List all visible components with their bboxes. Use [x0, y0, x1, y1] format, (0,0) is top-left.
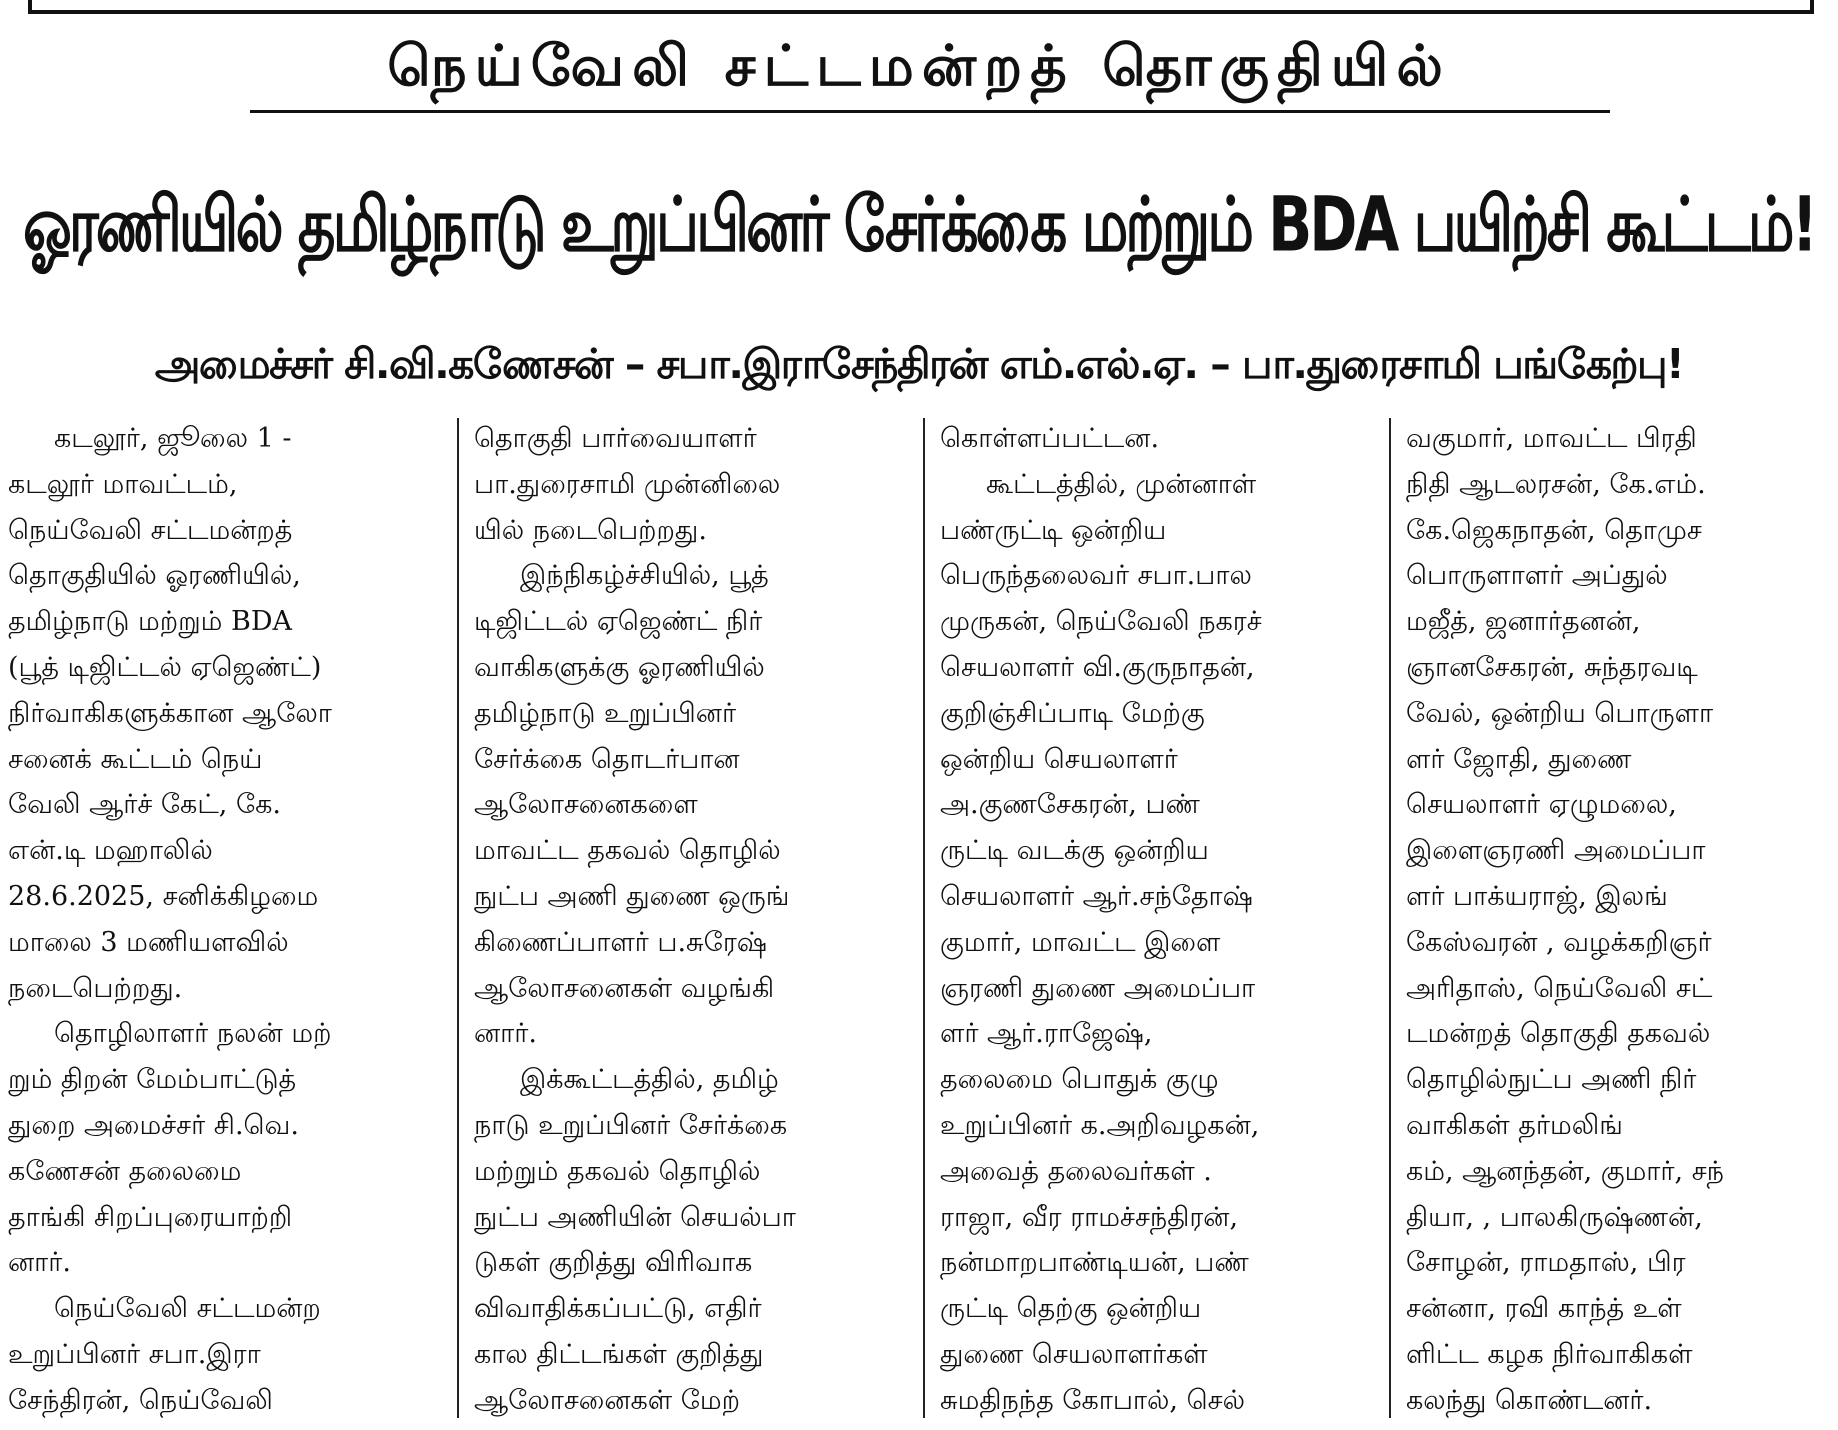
article-line: வகுமார், மாவட்ட பிரதி [1406, 423, 1697, 454]
article-line: ஞரணி துணை அமைப்பா [940, 972, 1256, 1004]
article-line: நிர்வாகிகளுக்கான ஆலோ [8, 697, 332, 729]
top-border-frame [28, 0, 1814, 14]
article-line: கணேசன் தலைமை [8, 1155, 242, 1187]
article-line: றும் திறன் மேம்பாட்டுத் [8, 1064, 297, 1096]
article-line: விவாதிக்கப்பட்டு, எதிர் [474, 1293, 762, 1325]
article-line: முருகன், நெய்வேலி நகரச் [940, 606, 1262, 638]
article-line: ருட்டி தெற்கு ஒன்றிய [940, 1293, 1202, 1325]
article-line: சேர்க்கை தொடர்பான [474, 743, 740, 775]
article-line: பா.துரைசாமி முன்னிலை [474, 468, 781, 500]
article-line: ளர் ஜோதி, துணை [1406, 743, 1632, 775]
article-line: மாலை 3 மணியளவில் [8, 926, 289, 958]
column-divider [923, 418, 925, 1418]
article-line: நன்மாறபாண்டியன், பண் [940, 1247, 1249, 1279]
article-line: தமிழ்நாடு மற்றும் BDA [8, 606, 292, 638]
article-line: தொகுதி பார்வையாளர் [474, 423, 757, 454]
article-line: கே.ஜெகநாதன், தொமுச [1406, 514, 1702, 546]
article-line: டிஜிட்டல் ஏஜெண்ட் நிர் [474, 606, 763, 638]
article-line: ஆலோசனைகள் மேற் [474, 1384, 741, 1416]
article-line: ஞானசேகரன், சுந்தரவடி [1406, 651, 1698, 683]
article-line: யில் நடைபெற்றது. [474, 514, 707, 546]
article-line: கடலூர், ஜூலை 1 - [54, 423, 292, 454]
column-divider [457, 418, 459, 1418]
article-line: கூட்டத்தில், முன்னாள் [986, 468, 1257, 500]
article-line: அ.குணசேகரன், பண் [940, 789, 1200, 821]
article-line: நடைபெற்றது. [8, 972, 183, 1004]
article-line: கடலூர் மாவட்டம், [8, 468, 238, 500]
article-line: என்.டி மஹாலில் [8, 835, 213, 867]
kicker-underline [250, 110, 1610, 113]
article-line: மஜீத், ஜனார்தனன், [1406, 606, 1641, 638]
article-line: கால திட்டங்கள் குறித்து [474, 1338, 764, 1370]
article-line: னார். [474, 1018, 537, 1050]
article-line: தமிழ்நாடு உறுப்பினர் [474, 697, 737, 729]
article-line: மாவட்ட தகவல் தொழில் [474, 835, 781, 867]
article-line: சேந்திரன், நெய்வேலி [8, 1384, 273, 1416]
article-line: தொழில்நுட்ப அணி நிர் [1406, 1064, 1697, 1096]
article-line: டமன்றத் தொகுதி தகவல் [1406, 1018, 1711, 1050]
article-line: தலைமை பொதுக் குழு [940, 1064, 1219, 1096]
article-line: கேஸ்வரன் , வழக்கறிஞர் [1406, 926, 1712, 958]
article-line: வாகிகள் தர்மலிங் [1406, 1109, 1623, 1141]
article-line: ருட்டி வடக்கு ஒன்றிய [940, 835, 1209, 867]
kicker-heading: நெய்வேலி சட்டமன்றத் தொகுதியில் [387, 34, 1451, 99]
article-line: இக்கூட்டத்தில், தமிழ் [520, 1064, 779, 1096]
article-line: உறுப்பினர் க.அறிவழகன், [940, 1109, 1260, 1141]
article-line: வேல், ஒன்றிய பொருளா [1406, 697, 1714, 729]
article-line: 28.6.2025, சனிக்கிழமை [8, 880, 319, 912]
article-line: நாடு உறுப்பினர் சேர்க்கை [474, 1109, 788, 1141]
article-line: பொருளாளர் அப்துல் [1406, 560, 1668, 592]
article-line: குமார், மாவட்ட இளை [940, 926, 1221, 958]
article-line: ளிட்ட கழக நிர்வாகிகள் [1406, 1338, 1693, 1370]
article-line: ளர் பாக்யராஜ், இலங் [1406, 880, 1668, 912]
article-line: தியா, , பாலகிருஷ்ணன், [1406, 1201, 1703, 1233]
article-line: கிணைப்பாளர் ப.சுரேஷ் [474, 926, 767, 958]
article-column-4 [1406, 416, 1838, 1424]
main-headline: ஓரணியில் தமிழ்நாடு உறுப்பினர் சேர்க்கை மற்றும் BDA பயிற்சி கூட்டம்! [23, 180, 1815, 269]
article-line: துணை செயலாளர்கள் [940, 1338, 1208, 1370]
article-line: ராஜா, வீர ராமச்சந்திரன், [940, 1201, 1239, 1233]
article-line: கம், ஆனந்தன், குமார், சந் [1406, 1155, 1724, 1187]
article-line: சுமதிநந்த கோபால், செல் [940, 1384, 1245, 1416]
article-line: செயலாளர் வி.குருநாதன், [940, 651, 1255, 683]
article-line: அவைத் தலைவர்கள் . [940, 1155, 1212, 1187]
article-line: ஒன்றிய செயலாளர் [940, 743, 1178, 775]
article-line: சோழன், ராமதாஸ், பிர [1406, 1247, 1686, 1279]
article-line: ஆலோசனைகளை [474, 789, 698, 821]
article-line: நுட்ப அணி துணை ஒருங் [474, 880, 790, 912]
article-line: (பூத் டிஜிட்டல் ஏஜெண்ட்) [8, 651, 322, 683]
article-line: வேலி ஆர்ச் கேட், கே. [8, 789, 281, 821]
article-line: ளர் ஆர்.ராஜேஷ், [940, 1018, 1153, 1050]
article-line: நெய்வேலி சட்டமன்ற [54, 1293, 321, 1325]
article-line: அரிதாஸ், நெய்வேலி சட் [1406, 972, 1713, 1004]
article-line: கலந்து கொண்டனர். [1406, 1384, 1653, 1416]
article-line: சனைக் கூட்டம் நெய் [8, 743, 263, 775]
article-line: ஆலோசனைகள் வழங்கி [474, 972, 775, 1004]
article-line: செயலாளர் ஏழுமலை, [1406, 789, 1677, 821]
article-line: தாங்கி சிறப்புரையாற்றி [8, 1201, 293, 1233]
article-line: இளைஞரணி அமைப்பா [1406, 835, 1706, 867]
article-line: நெய்வேலி சட்டமன்றத் [8, 514, 293, 546]
article-line: டுகள் குறித்து விரிவாக [474, 1247, 753, 1279]
article-column-1 [8, 416, 444, 1424]
article-line: இந்நிகழ்ச்சியில், பூத் [520, 560, 769, 592]
article-column-3 [940, 416, 1376, 1424]
article-line: வாகிகளுக்கு ஓரணியில் [474, 651, 765, 683]
article-line: செயலாளர் ஆர்.சந்தோஷ் [940, 880, 1253, 912]
article-body [8, 416, 1834, 1424]
article-line: னார். [8, 1247, 71, 1279]
article-line: மற்றும் தகவல் தொழில் [474, 1155, 761, 1187]
article-line: சன்னா, ரவி காந்த் உள் [1406, 1293, 1682, 1325]
article-line: கொள்ளப்பட்டன. [940, 423, 1160, 454]
article-line: துறை அமைச்சர் சி.வெ. [8, 1109, 299, 1141]
article-line: பெருந்தலைவர் சபா.பால [940, 560, 1252, 592]
article-line: நுட்ப அணியின் செயல்பா [474, 1201, 796, 1233]
article-line: உறுப்பினர் சபா.இரா [8, 1338, 261, 1370]
column-divider [1389, 418, 1391, 1418]
subheadline: அமைச்சர் சி.வி.கணேசன் – சபா.இராசேந்திரன் எம்.எல்.ஏ. – பா.துரைசாமி பங்கேற்பு! [154, 340, 1684, 388]
article-line: தொகுதியில் ஓரணியில், [8, 560, 301, 592]
article-line: பண்ருட்டி ஒன்றிய [940, 514, 1167, 546]
article-line: நிதி ஆடலரசன், கே.எம். [1406, 468, 1706, 500]
article-column-2 [474, 416, 910, 1424]
article-line: தொழிலாளர் நலன் மற் [54, 1018, 332, 1050]
article-line: குறிஞ்சிப்பாடி மேற்கு [940, 697, 1205, 729]
